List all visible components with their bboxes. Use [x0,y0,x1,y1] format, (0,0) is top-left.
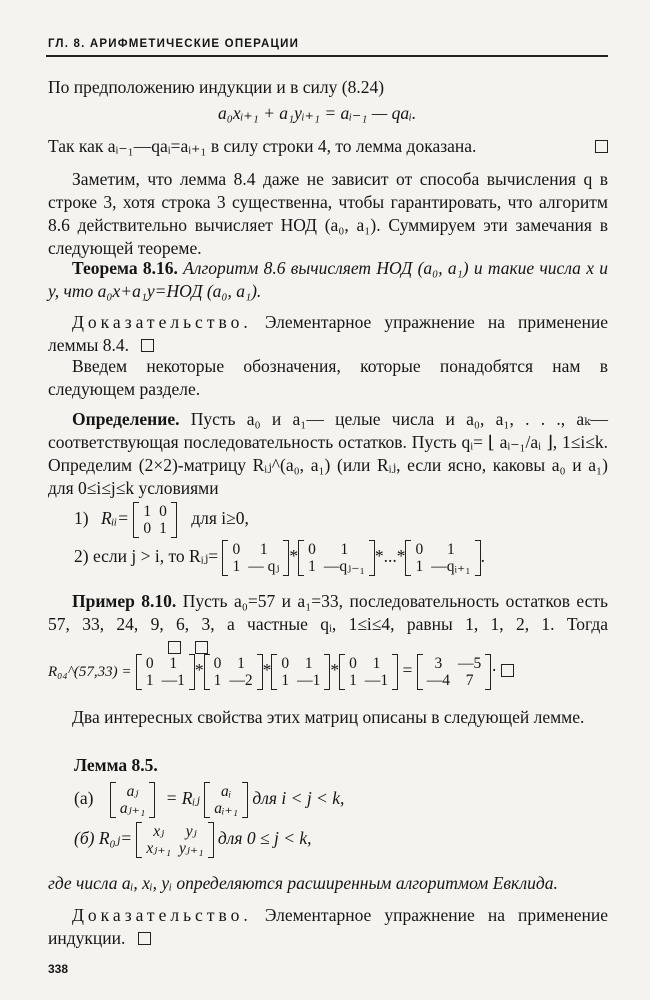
example-matrix-4: 0 1 1 —1 [339,654,398,690]
condition-2: 2) если j > i, то Rᵢⱼ= 0 1 1 — qⱼ * 0 1 1 —qⱼ₋₁ *...* 0 1 1 —qᵢ₊₁ . [74,541,485,575]
para-properties: Два интересных свойства этих матриц описаны в следующей лемме. [72,707,585,727]
qed-icon [595,140,608,153]
qed-icon [168,641,181,654]
identity-matrix: 1 0 0 1 [133,502,177,538]
proof-theorem [48,311,608,357]
lemma-note: где числа aᵢ, xᵢ, yᵢ определяются расширенным алгоритмом Евклида. [48,873,558,893]
cond2-mid: *...* [374,546,406,567]
example-matrix-1: 0 1 1 —1 [136,654,195,690]
example-label: Пример 8.10. [72,591,177,611]
lemma-b-tail: для 0 ≤ j < k, [217,828,312,849]
example-8-10 [48,590,608,659]
matrix-q-j: 0 1 1 — qⱼ [222,540,289,576]
lemma-a-vector: aⱼ aⱼ₊₁ [110,782,155,818]
cond1-tail: для i≥0, [191,508,249,529]
cond1-lhs: Rᵢᵢ= [100,508,129,529]
qed-icon [138,932,151,945]
header-rule [46,55,608,57]
theorem-label: Теорема 8.16. [72,258,178,278]
qed-icon [195,641,208,654]
para-induction: По предположению индукции и в силу (8.24) [48,77,385,97]
qed-icon [141,339,154,352]
definition [48,408,608,500]
example-text: Пусть a₀=57 и a₁=33, последовательность остатков есть 57, 33, 24, 9, 6, 3, а частные qᵢ, 1≤i≤4, равны 1, 1, 2, 1. Тогда [48,591,609,634]
para-remark: Заметим, что лемма 8.4 даже не зависит от способа вычисления q в строке 3, хотя строка 3 существенна, чтобы гарантировать, что алгоритм 8.6 действительно вычисляет НОД (a₀, a₁). Суммируем эти замечания в следующей теореме. [48,169,608,258]
example-lhs: R₀₄^(57,33) = [48,664,132,681]
lemma-b-matrix: xⱼ yⱼ xⱼ₊₁ yⱼ₊₁ [136,822,213,858]
formula-induction: a₀xᵢ₊₁ + a₁yᵢ₊₁ = aᵢ₋₁ — qaᵢ. [218,103,417,123]
lemma-a-vector-2: aᵢ aᵢ₊₁ [204,782,248,818]
theorem-8-16 [48,257,608,303]
running-header: ГЛ. 8. АРИФМЕТИЧЕСКИЕ ОПЕРАЦИИ [48,38,300,50]
matrix-q-i-1: 0 1 1 —qᵢ₊₁ [405,540,480,576]
example-matrix-2: 0 1 1 —2 [204,654,263,690]
cond1-label: 1) [74,508,89,529]
para-so-since-text: Так как aᵢ₋₁—qaᵢ=aᵢ₊₁ в силу строки 4, то лемма доказана. [48,136,477,156]
proof-text: Элементарное упражнение на применение леммы 8.4. [48,312,608,355]
theorem-text: Алгоритм 8.6 вычисляет НОД (a₀, a₁) и такие числа x и y, что a₀x+a₁y=НОД (a₀, a₁). [48,258,608,301]
lemma-a-label: (а) [74,788,94,809]
proof-label: Доказательство. [72,312,252,332]
para-notation: Введем некоторые обозначения, которые понадобятся нам в следующем разделе. [48,356,608,399]
example-matrix-3: 0 1 1 —1 [271,654,330,690]
cond2-label: 2) если j > i, то Rᵢⱼ= [74,546,219,567]
definition-text: Пусть a₀ и a₁— целые числа и a₀, a₁, . . ., aₖ— соответствующая последовательность остатков. Пусть qᵢ= ⌊ aᵢ₋₁/aᵢ ⌋, 1≤i≤k. Определим (2×2)-матрицу Rᵢⱼ^(a₀, a₁) (или Rᵢⱼ, если ясно, каковы a₀ и a₁) для 0≤i≤j≤k условиями [48,409,609,498]
proof-lemma [48,904,608,950]
lemma-a-tail: для i < j < k, [252,788,345,809]
proof2-label: Доказательство. [72,905,252,925]
definition-label: Определение. [72,409,180,429]
page-number: 338 [48,962,69,976]
lemma-part-a [74,782,344,818]
lemma-b-label: (б) R₀ⱼ= [74,828,133,849]
example-result-matrix: 3 —5 —4 7 [417,654,492,690]
example-equation: R₀₄^(57,33) = 0 1 1 —1 * 0 1 1 —2 * 0 1 1 —1 * 0 1 1 —1 = 3 —5 —4 7 · [48,654,514,690]
matrix-q-j-1: 0 1 1 —qⱼ₋₁ [298,540,375,576]
lemma-part-b [74,822,312,858]
lemma-a-mid: = Rᵢⱼ [165,788,200,809]
para-so-since [48,135,608,158]
lemma-label: Лемма 8.5. [74,755,158,775]
proof2-text: Элементарное упражнение на применение индукции. [48,905,608,948]
qed-icon [501,664,514,677]
condition-1 [74,502,249,538]
